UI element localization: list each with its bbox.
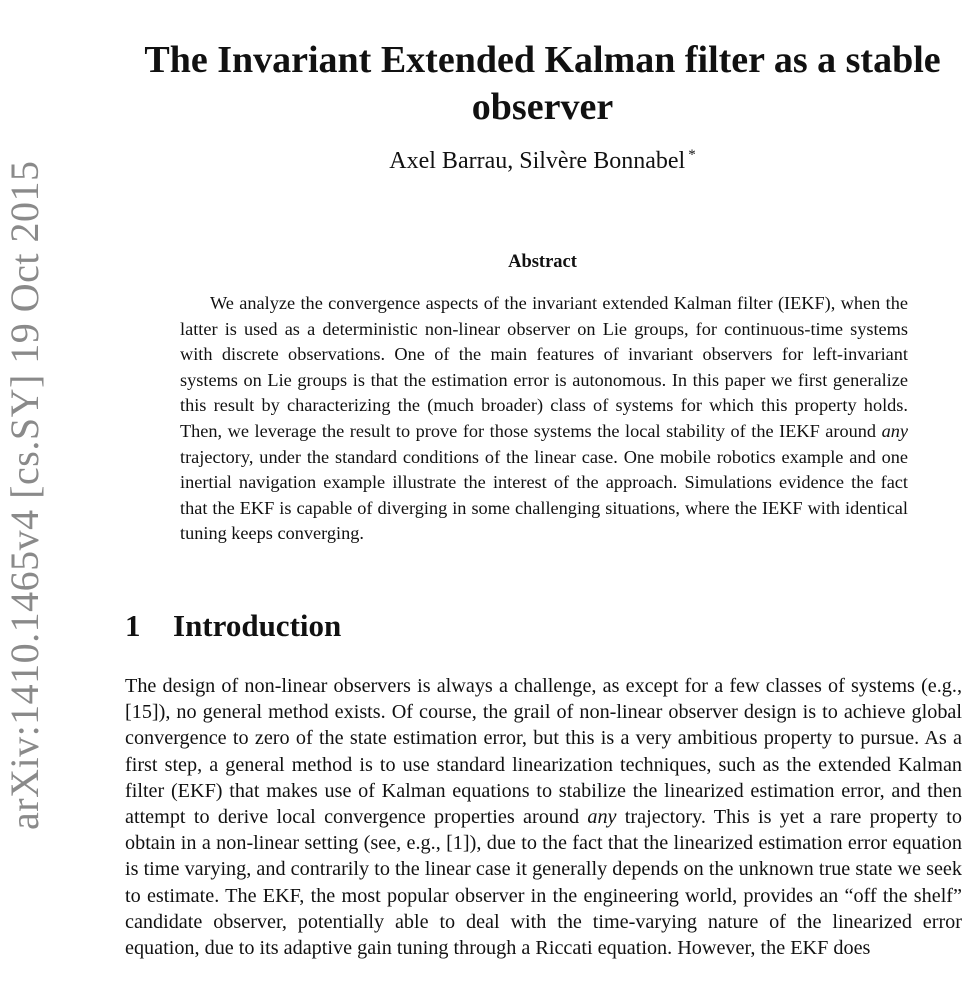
intro-text-part2: trajectory. This is yet a rare property to obtain in a non-linear setting (see, e.g., [1]), due to the fact that the linearized estimation error equation is time varying, and contrarily to the linear case it generally depends on the unknown true state we seek to estimate. The EKF, the most popular observer in the engineering world, provides an “off the shelf” candidate observer, potentially able to deal with the time-varying nature of the linearized error equation, due to its adaptive gain tuning through a Riccati equation. However, the EKF does [125, 806, 962, 960]
abstract-heading: Abstract [508, 252, 577, 272]
section-title: Introduction [173, 608, 342, 643]
author-line [125, 140, 960, 176]
author-names: Axel Barrau, Silvère Bonnabel [389, 148, 686, 174]
section-number: 1 [125, 608, 141, 643]
abstract-emphasis: any [881, 420, 908, 441]
introduction-paragraph [125, 673, 962, 961]
abstract-text-part1: We analyze the convergence aspects of the invariant extended Kalman filter (IEKF), when the latter is used as a deterministic non-linear observer on Lie groups, for continuous-time systems with discrete observations. One of the main features of invariant observers for left-invariant systems on Lie groups is that the estimation error is autonomous. In this paper we first generalize this result by characterizing the (much broader) class of systems for which this property holds. Then, we leverage the result to prove for those systems the local stability of the IEKF around [180, 293, 908, 441]
section-heading [125, 608, 341, 644]
intro-text-part1: The design of non-linear observers is always a challenge, as except for a few classes of systems (e.g., [15]), no general method exists. Of course, the grail of non-linear observer design is to achieve global convergence to zero of the state estimation error, but this is a very ambitious property to pursue. As a first step, a general method is to use standard linearization techniques, such as the extended Kalman filter (EKF) that makes use of Kalman equations to stabilize the linearized estimation error, and then attempt to derive local convergence properties around [125, 675, 962, 829]
intro-emphasis: any [587, 806, 617, 829]
paper-title: The Invariant Extended Kalman filter as a stable observer [144, 39, 941, 129]
abstract-text-part2: trajectory, under the standard conditions of the linear case. One mobile robotics example and one inertial navigation example illustrate the interest of the approach. Simulations evidence the fact that the EKF is capable of diverging in some challenging situations, where the IEKF with identical tuning keeps converging. [180, 446, 908, 544]
author-footnote-mark: * [688, 147, 696, 163]
arxiv-identifier-stamp: arXiv:1410.1465v4 [cs.SY] 19 Oct 2015 [2, 160, 47, 830]
abstract-text [180, 291, 908, 547]
